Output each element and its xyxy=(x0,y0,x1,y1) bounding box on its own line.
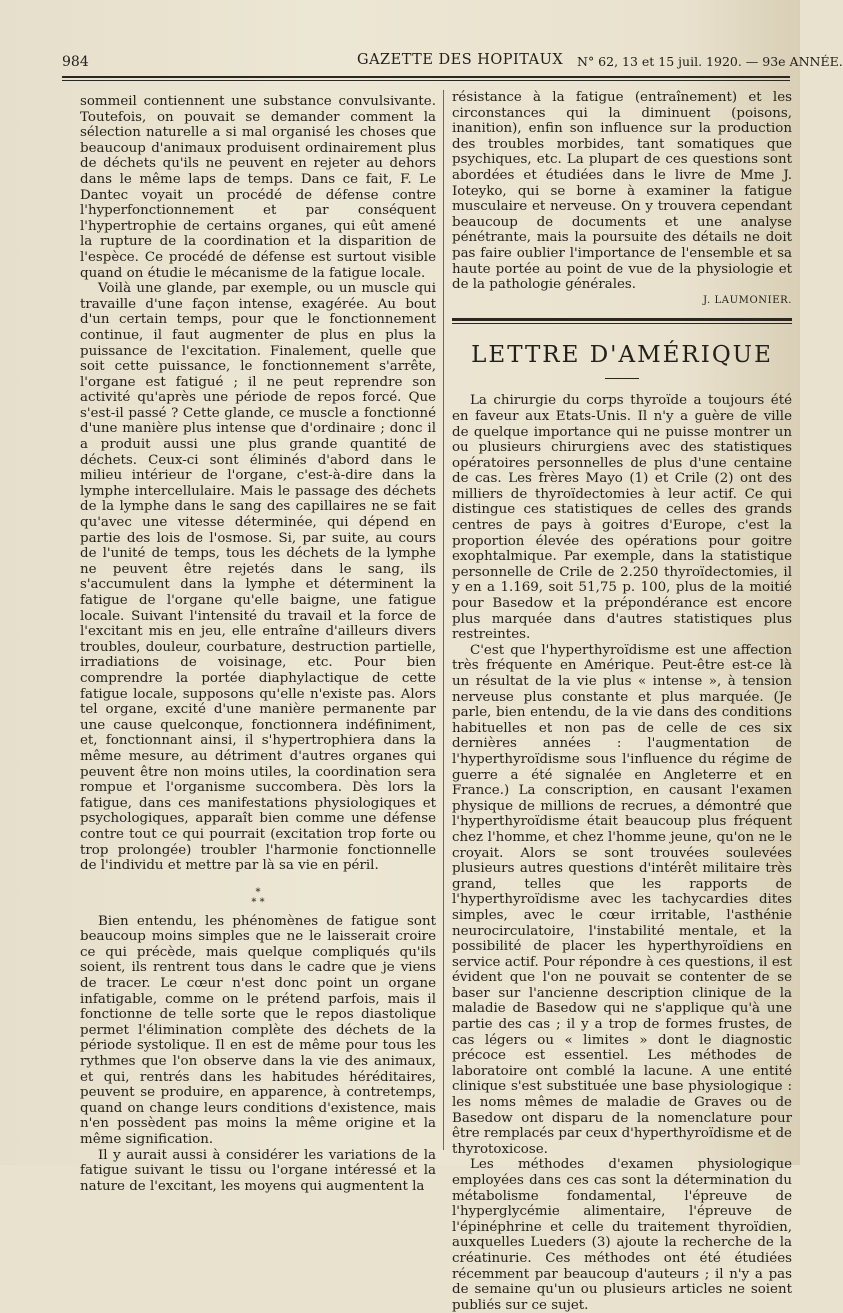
column-divider xyxy=(443,90,444,1150)
paragraph: La chirurgie du corps thyroïde a toujours été en faveur aux Etats-Unis. Il n'y a guère de ville de quelque importance qui ne puisse montrer un ou plusieurs chirurgiens avec des statistiques opératoires personnelles de plus d'une centaine de cas. Les frères Mayo (1) et Crile (2) ont des milliers de thyroïdectomies à leur actif. Ce qui distingue ces statistiques de celles des grands centres de pays à goitres d'Europe, c'est la proportion élevée des opérations pour goitre exophtalmique. Par exemple, dans la statistique personnelle de Crile de 2.250 thyroïdectomies, il y en a 1.169, soit 51,75 p. 100, plus de la moitié pour Basedow et la prépondérance est encore plus marquée dans d'autres statistiques plus restreintes. xyxy=(452,393,792,643)
page-header xyxy=(62,50,843,74)
title-underline xyxy=(605,378,639,379)
asterism-bottom: * * xyxy=(251,896,265,908)
issue-info: N° 62, 13 et 15 juil. 1920. — 93e ANNÉE. xyxy=(577,54,843,69)
asterism xyxy=(80,888,436,908)
section-rule-thick xyxy=(452,318,792,321)
section-title: LETTRE D'AMÉRIQUE xyxy=(471,342,773,369)
page-number: 984 xyxy=(62,54,89,70)
paragraph: Voilà une glande, par exemple, ou un muscle qui travaille d'une façon intense, exagérée. Au bout d'un certain temps, pour que le fonctionnement continue, il faut augmenter de plus en plus la puissance de l'excitation. Finalement, quelle que soit cette puissance, le fonctionnement s'arrête, l'organe est fatigué ; il ne peut reprendre son activité qu'après une période de repos forcé. Que s'est-il passé ? Cette glande, ce muscle a fonctionné d'une manière plus intense que d'ordinaire ; donc il a produit aussi une plus grande quantité de déchets. Ceux-ci sont éliminés d'abord dans le milieu intérieur de l'organe, c'est-à-dire dans la lymphe intercellulaire. Mais le passage des déchets de la lymphe dans le sang des capillaires ne se fait qu'avec une vitesse déterminée, qui dépend en partie des lois de l'osmose. Si, par suite, au cours de l'unité de temps, tous les déchets de la lymphe ne peuvent être rejetés dans le sang, ils s'accumulent dans la lymphe et déterminent la fatigue de l'organe qu'elle baigne, une fatigue locale. Suivant l'intensité du travail et la force de l'excitant mis en jeu, elle entraîne d'ailleurs divers troubles, douleur, courbature, destruction partielle, irradiations de voisinage, etc. Pour bien comprendre la portée diaphylactique de cette fatigue locale, supposons qu'elle n'existe pas. Alors tel organe, excité d'une manière permanente par une cause quelconque, fonctionnera indéfiniment, et, fonctionnant ainsi, il s'hypertrophiera dans la même mesure, au détriment d'autres organes qui peuvent être non moins utiles, la coordination sera rompue et l'organisme succombera. Dès lors la fatigue, dans ces manifestations physiologiques et psychologiques, apparaît bien comme une défense contre tout ce qui pourrait (excitation trop forte ou trop prolongée) troubler l'harmonie fonctionnelle de l'individu et mettre par là sa vie en péril. xyxy=(80,281,436,874)
right-column xyxy=(452,90,792,1313)
journal-title: GAZETTE DES HOPITAUX xyxy=(357,52,564,68)
header-rule-thin xyxy=(62,80,790,81)
header-rule xyxy=(62,76,790,78)
left-column xyxy=(80,94,436,1194)
paragraph: résistance à la fatigue (entraînement) et les circonstances qui la diminuent (poisons, inanition), enfin son influence sur la production des troubles morbides, tant somatiques que psychiques, etc. La plupart de ces questions sont abordées et étudiées dans le livre de Mme J. Ioteyko, qui se borne à examiner la fatigue musculaire et nerveuse. On y trouvera cependant beaucoup de documents et une analyse pénétrante, mais la poursuite des détails ne doit pas faire oublier l'importance de l'ensemble et sa haute portée au point de vue de la physiologie et de la pathologie générales. xyxy=(452,90,792,293)
paragraph: sommeil contiennent une substance convulsivante. Toutefois, on pouvait se demander comment la sélection naturelle a si mal organisé les choses que beaucoup d'animaux produisent ordinairement plus de déchets qu'ils ne peuvent en rejeter au dehors dans le même laps de temps. Dans ce fait, F. Le Dantec voyait un procédé de défense contre l'hyperfonctionnement et par conséquent l'hypertrophie de certains organes, qui eût amené la rupture de la coordination et la disparition de l'espèce. Ce procédé de défense est surtout visible quand on étudie le mécanisme de la fatigue locale. xyxy=(80,94,436,281)
section-rule-thin xyxy=(452,323,792,324)
paragraph: C'est que l'hyperthyroïdisme est une affection très fréquente en Amérique. Peut-être est-ce là un résultat de la vie plus « intense », à tension nerveuse plus constante et plus marquée. (Je parle, bien entendu, de la vie dans des conditions habituelles et non pas de celle de ces six dernières années : l'augmentation de l'hyperthyroïdisme sous l'influence du régime de guerre a été signalée en Angleterre et en France.) La conscription, en causant l'examen physique de millions de recrues, a démontré que l'hyperthyroïdisme était beaucoup plus fréquent chez l'homme, et chez l'homme jeune, qu'on ne le croyait. Alors se sont trouvées soulevées plusieurs autres questions d'intérêt militaire très grand, telles que les rapports de l'hyperthyroïdisme avec les tachycardies dites simples, avec le cœur irritable, l'asthénie neurocirculatoire, l'instabilité mentale, et la possibilité de placer les hyperthyroïdiens en service actif. Pour répondre à ces questions, il est évident que l'on ne pouvait se contenter de se baser sur l'ancienne description clinique de la maladie de Basedow qui ne s'applique qu'à une partie des cas ; il y a trop de formes frustes, de cas légers ou « limites » dont le diagnostic précoce est essentiel. Les méthodes de laboratoire ont comblé la lacune. A une entité clinique s'est substituée une base physiologique : les noms mêmes de maladie de Graves ou de Basedow ont disparu de la nomenclature pour être remplacés par ceux d'hyperthyroïdisme et de thyrotoxicose. xyxy=(452,642,792,1157)
paragraph: Il y aurait aussi à considérer les variations de la fatigue suivant le tissu ou l'organe intéressé et la nature de l'excitant, les moyens qui augmentent la xyxy=(80,1147,436,1194)
paragraph: Bien entendu, les phénomènes de fatigue sont beaucoup moins simples que ne le laisserait croire ce qui précède, mais quelque compliqués qu'ils soient, ils rentrent tous dans le cadre que je viens de tracer. Le cœur n'est donc point un organe infatigable, comme on le prétend parfois, mais il fonctionne de telle sorte que le repos diastolique permet l'élimination complète des déchets de la période systolique. Il en est de même pour tous les rythmes que l'on observe dans la vie des animaux, et qui, rentrés dans les habitudes héréditaires, peuvent se produire, en apparence, à contretemps, quand on change leurs conditions d'existence, mais n'en possèdent pas moins la même origine et la même signification. xyxy=(80,913,436,1147)
author-signature: J. LAUMONIER. xyxy=(703,294,792,306)
paragraph: Les méthodes d'examen physiologique employées dans ces cas sont la détermination du métabolisme fondamental, l'épreuve de l'hyperglycémie alimentaire, l'épreuve de l'épinéphrine et celle du traitement thyroïdien, auxquelles Lueders (3) ajoute la recherche de la créatinurie. Ces méthodes ont été étudiées récemment par beaucoup d'auteurs ; il n'y a pas de semaine qu'un ou plusieurs articles ne soient publiés sur ce sujet. xyxy=(452,1157,792,1313)
asterism-top: * xyxy=(255,886,261,898)
